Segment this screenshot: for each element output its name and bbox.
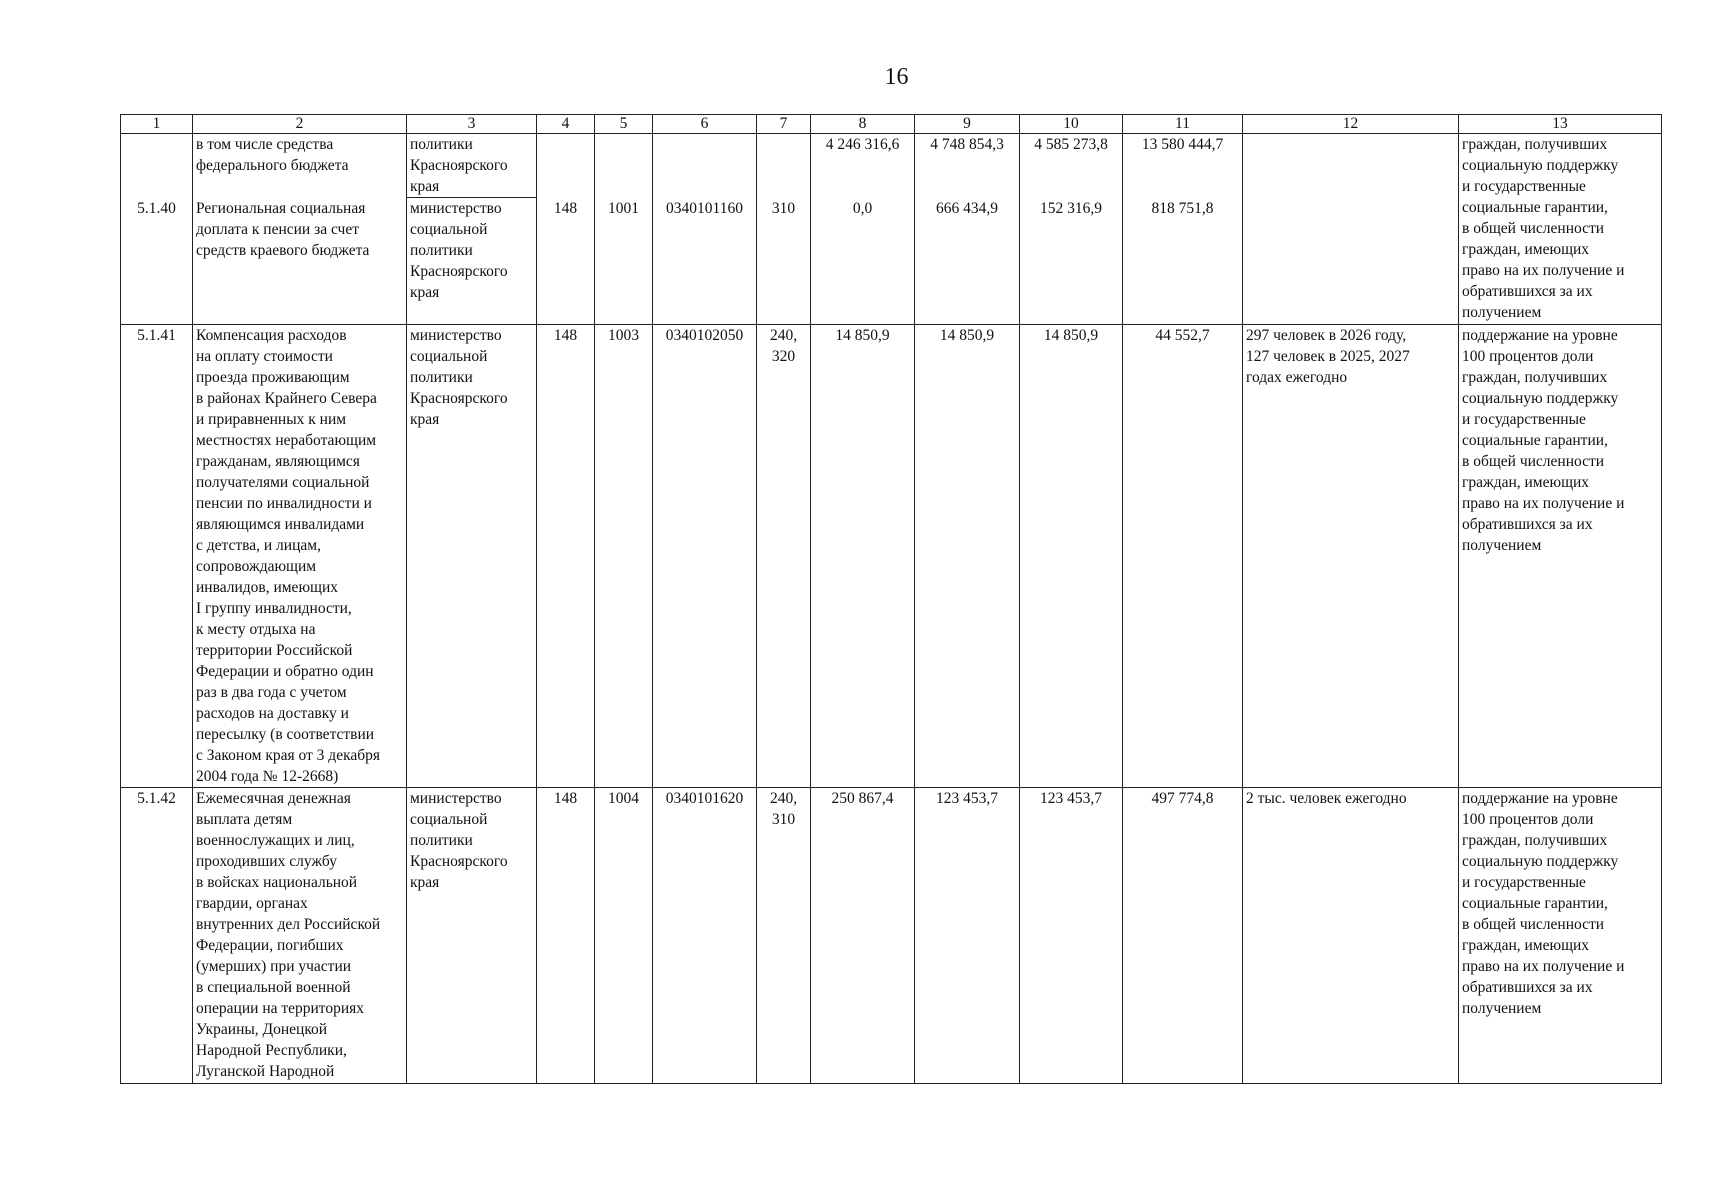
col-header-5: 5 [595, 115, 653, 134]
row-grbs: 148 [537, 325, 595, 788]
continuation-total: 13 580 444,7 [1123, 134, 1243, 198]
continuation-y2027: 4 748 854,3 [915, 134, 1020, 198]
row-csr: 0340101160 [653, 198, 757, 325]
row-executor: министерство социальной политики Красноярского края [407, 788, 537, 1084]
col-header-11: 11 [1123, 115, 1243, 134]
row-executor: министерство социальной политики Красноярского края [407, 325, 537, 788]
row-rzpr: 1003 [595, 325, 653, 788]
col-header-6: 6 [653, 115, 757, 134]
row-rzpr: 1004 [595, 788, 653, 1084]
row-y2028: 14 850,9 [1020, 325, 1123, 788]
row-name: Компенсация расходов на оплату стоимости проезда проживающим в районах Крайнего Севера и приравненных к ним местностях неработающим гражданам, являющимся получателями социальной пенсии по инвалидности и являющимся инвалидами с детства, и лицам, сопровождающим инвалидов, имеющих I группу инвалидности, к месту отдыха на территории Российской Федерации и обратно один раз в два года с учетом расходов на доставку и пересылку (в соответствии с Законом края от 3 декабря 2004 года № 12-2668) [193, 325, 407, 788]
row-result: поддержание на уровне 100 процентов доли граждан, получивших социальную поддержку и государственные социальные гарантии, в общей численности граждан, имеющих право на их получение и обратившихся за их получением [1459, 788, 1662, 1084]
col-header-13: 13 [1459, 115, 1662, 134]
col-header-9: 9 [915, 115, 1020, 134]
continuation-name: в том числе средства федерального бюджета [193, 134, 407, 198]
col-header-10: 10 [1020, 115, 1123, 134]
table-row [121, 788, 1662, 1084]
col-header-7: 7 [757, 115, 811, 134]
table-row [121, 134, 1662, 198]
row-y2027: 14 850,9 [915, 325, 1020, 788]
row-rzpr: 1001 [595, 198, 653, 325]
col-header-2: 2 [193, 115, 407, 134]
row-y2028: 152 316,9 [1020, 198, 1123, 325]
row-y2028: 123 453,7 [1020, 788, 1123, 1084]
continuation-executor: политики Красноярского края [407, 134, 537, 198]
row-indicator: 297 человек в 2026 году, 127 человек в 2025, 2027 годах ежегодно [1243, 325, 1459, 788]
row-indicator: 2 тыс. человек ежегодно [1243, 788, 1459, 1084]
row-executor: министерство социальной политики Красноярского края [407, 198, 537, 325]
continuation-result: граждан, получивших социальную поддержку и государственные социальные гарантии, в общей численности граждан, имеющих право на их получение и обратившихся за их получением [1459, 134, 1662, 325]
page-number: 16 [884, 64, 909, 90]
row-total: 497 774,8 [1123, 788, 1243, 1084]
continuation-y2028: 4 585 273,8 [1020, 134, 1123, 198]
row-y2026: 250 867,4 [811, 788, 915, 1084]
col-header-4: 4 [537, 115, 595, 134]
row-result: поддержание на уровне 100 процентов доли граждан, получивших социальную поддержку и государственные социальные гарантии, в общей численности граждан, имеющих право на их получение и обратившихся за их получением [1459, 325, 1662, 788]
row-total: 818 751,8 [1123, 198, 1243, 325]
row-vr: 240, 310 [757, 788, 811, 1084]
row-y2026: 14 850,9 [811, 325, 915, 788]
row-id: 5.1.40 [121, 198, 193, 325]
row-vr: 310 [757, 198, 811, 325]
row-total: 44 552,7 [1123, 325, 1243, 788]
row-csr: 0340101620 [653, 788, 757, 1084]
row-grbs: 148 [537, 198, 595, 325]
continuation-y2026: 4 246 316,6 [811, 134, 915, 198]
col-header-1: 1 [121, 115, 193, 134]
col-header-8: 8 [811, 115, 915, 134]
row-grbs: 148 [537, 788, 595, 1084]
row-y2027: 123 453,7 [915, 788, 1020, 1084]
row-name: Региональная социальная доплата к пенсии за счет средств краевого бюджета [193, 198, 407, 325]
row-y2027: 666 434,9 [915, 198, 1020, 325]
col-header-3: 3 [407, 115, 537, 134]
row-vr: 240, 320 [757, 325, 811, 788]
table-row [121, 325, 1662, 788]
program-table [120, 114, 1662, 1084]
row-y2026: 0,0 [811, 198, 915, 325]
header-row [121, 115, 1662, 134]
col-header-12: 12 [1243, 115, 1459, 134]
row-name: Ежемесячная денежная выплата детям военнослужащих и лиц, проходивших службу в войсках национальной гвардии, органах внутренних дел Российской Федерации, погибших (умерших) при участии в специальной военной операции на территориях Украины, Донецкой Народной Республики, Луганской Народной [193, 788, 407, 1084]
row-csr: 0340102050 [653, 325, 757, 788]
row-id: 5.1.41 [121, 325, 193, 788]
row-id: 5.1.42 [121, 788, 193, 1084]
